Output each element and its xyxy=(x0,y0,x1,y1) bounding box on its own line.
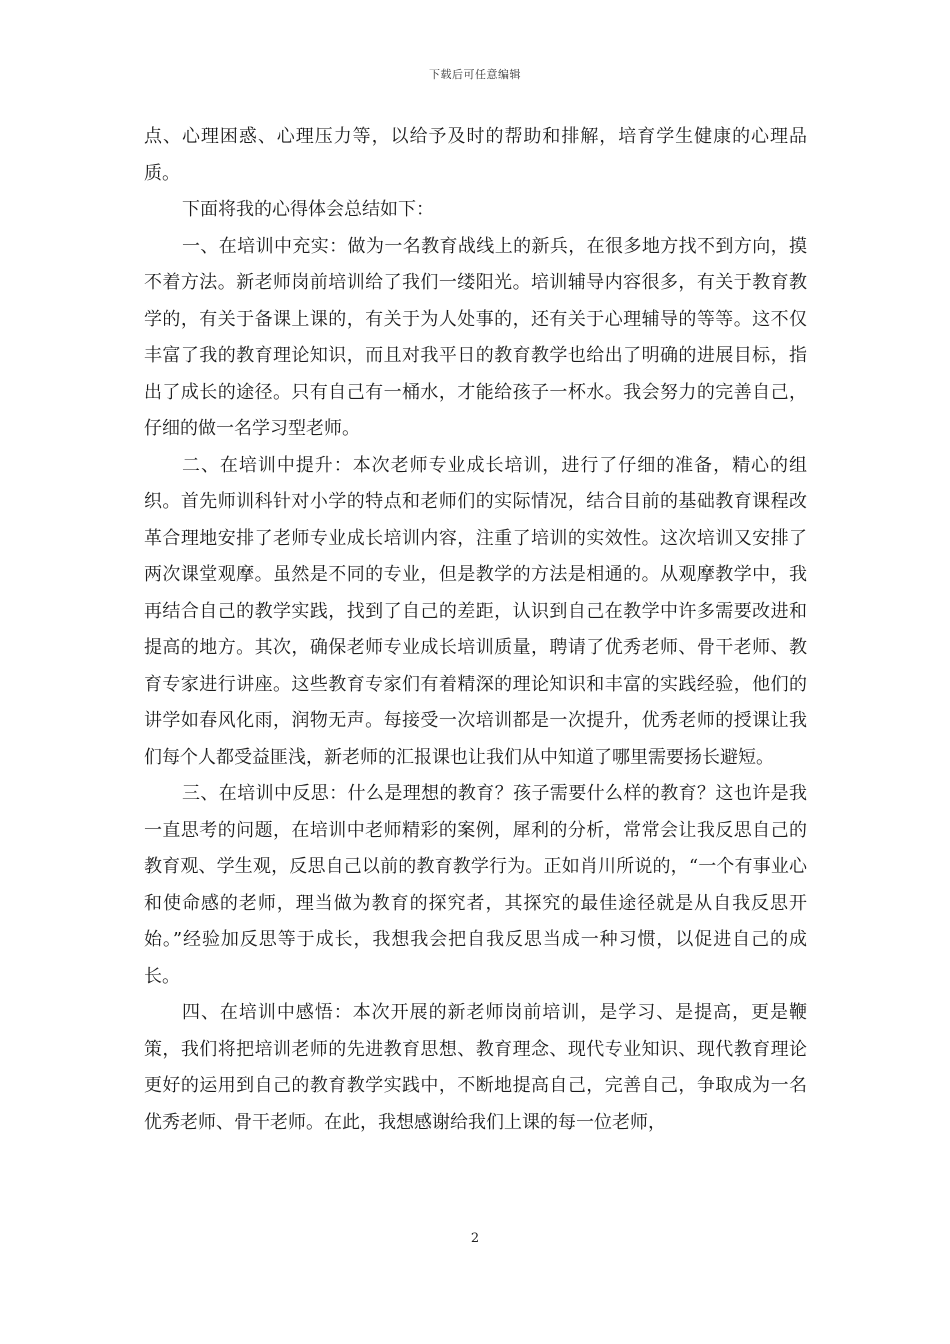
paragraph: 一、在培训中充实：做为一名教育战线上的新兵，在很多地方找不到方向，摸不着方法。新老师岗前培训给了我们一缕阳光。培训辅导内容很多，有关于教育教学的，有关于备课上课的，有关于为人处事的，还有关于心理辅导的等等。这不仅丰富了我的教育理论知识，而且对我平日的教育教学也给出了明确的进展目标，指出了成长的途径。只有自己有一桶水，才能给孩子一杯水。我会努力的完善自己，仔细的做一名学习型老师。 xyxy=(144,235,807,439)
document-body xyxy=(144,119,807,1141)
paragraph: 二、在培训中提升：本次老师专业成长培训，进行了仔细的准备，精心的组织。首先师训科针对小学的特点和老师们的实际情况，结合目前的基础教育课程改革合理地安排了老师专业成长培训内容，注重了培训的实效性。这次培训又安排了两次课堂观摩。虽然是不同的专业，但是教学的方法是相通的。从观摩教学中，我再结合自己的教学实践，找到了自己的差距，认识到自己在教学中许多需要改进和提高的地方。其次，确保老师专业成长培训质量，聘请了优秀老师、骨干老师、教育专家进行讲座。这些教育专家们有着精深的理论知识和丰富的实践经验，他们的讲学如春风化雨，润物无声。每接受一次培训都是一次提升，优秀老师的授课让我们每个人都受益匪浅，新老师的汇报课也让我们从中知道了哪里需要扬长避短。 xyxy=(144,454,807,768)
paragraph: 下面将我的心得体会总结如下： xyxy=(182,199,434,220)
page-header: 下载后可任意编辑 xyxy=(429,68,521,81)
paragraph: 三、在培训中反思：什么是理想的教育？孩子需要什么样的教育？这也许是我一直思考的问题，在培训中老师精彩的案例，犀利的分析，常常会让我反思自己的教育观、学生观，反思自己以前的教育教学行为。正如肖川所说的，“一个有事业心和使命感的老师，理当做为教育的探究者，其探究的最佳途径就是从自我反思开始。”经验加反思等于成长，我想我会把自我反思当成一种习惯，以促进自己的成长。 xyxy=(144,783,807,987)
page-number: 2 xyxy=(470,1231,480,1246)
paragraph: 四、在培训中感悟：本次开展的新老师岗前培训，是学习、是提高，更是鞭策，我们将把培训老师的先进教育思想、教育理念、现代专业知识、现代教育理论更好的运用到自己的教育教学实践中，不断地提高自己，完善自己，争取成为一名优秀老师、骨干老师。在此，我想感谢给我们上课的每一位老师， xyxy=(144,1002,807,1133)
paragraph: 点、心理困惑、心理压力等，以给予及时的帮助和排解，培育学生健康的心理品质。 xyxy=(144,126,807,184)
